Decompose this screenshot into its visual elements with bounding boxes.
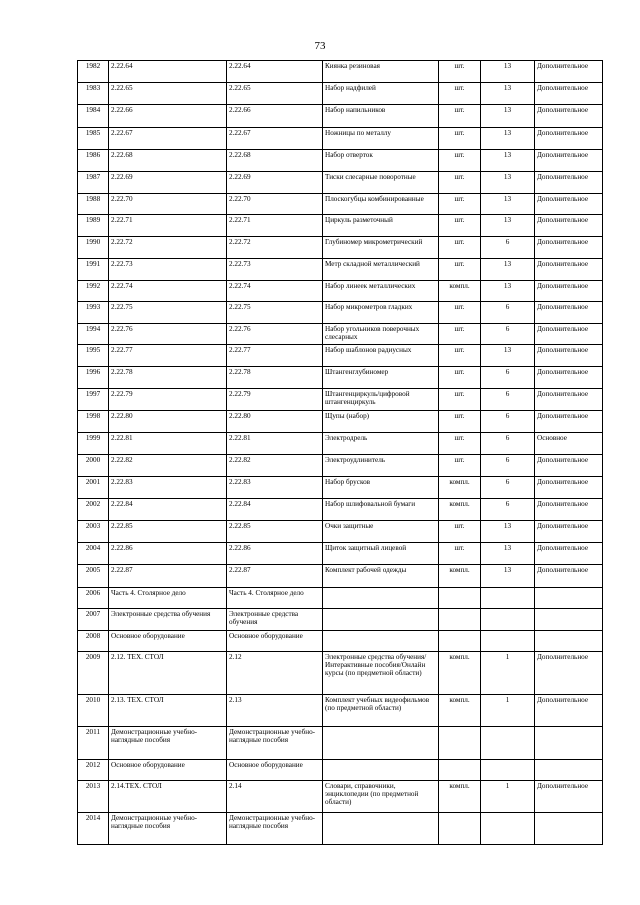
unit-cell: шт. — [439, 455, 481, 477]
unit-cell: шт. — [439, 215, 481, 237]
code2-cell: 2.22.86 — [227, 543, 323, 565]
row-number: 2004 — [78, 543, 109, 565]
name-cell: Электронные средства обучения/Интерактивные пособия/Онлайн курсы (по предметной области) — [323, 652, 439, 695]
name-cell: Плоскогубцы комбинированные — [323, 193, 439, 215]
table-row — [78, 499, 603, 521]
table-row — [78, 781, 603, 813]
code-cell: 2.22.82 — [109, 455, 227, 477]
code2-cell: 2.22.70 — [227, 193, 323, 215]
row-number: 1989 — [78, 215, 109, 237]
unit-cell — [439, 587, 481, 609]
row-number: 1998 — [78, 410, 109, 432]
code-cell: 2.22.74 — [109, 280, 227, 302]
type-cell: Дополнительное — [535, 410, 603, 432]
unit-cell: шт. — [439, 105, 481, 127]
table-row — [78, 759, 603, 781]
quantity-cell — [481, 813, 535, 845]
table-row — [78, 366, 603, 388]
unit-cell: шт. — [439, 323, 481, 345]
quantity-cell: 6 — [481, 455, 535, 477]
type-cell: Дополнительное — [535, 171, 603, 193]
quantity-cell: 1 — [481, 781, 535, 813]
quantity-cell: 13 — [481, 345, 535, 367]
code2-cell: 2.22.87 — [227, 565, 323, 587]
code-cell: Часть 4. Столярное дело — [109, 587, 227, 609]
name-cell: Комплект рабочей одежды — [323, 565, 439, 587]
unit-cell: компл. — [439, 477, 481, 499]
code-cell: Основное оборудование — [109, 630, 227, 652]
quantity-cell: 6 — [481, 410, 535, 432]
table-row — [78, 630, 603, 652]
name-cell: Набор брусков — [323, 477, 439, 499]
unit-cell: шт. — [439, 543, 481, 565]
code2-cell: 2.22.75 — [227, 302, 323, 324]
quantity-cell — [481, 609, 535, 631]
code2-cell: Демонстрационные учебно-наглядные пособия — [227, 813, 323, 845]
code2-cell: 2.22.64 — [227, 61, 323, 83]
code2-cell: 2.22.72 — [227, 237, 323, 259]
type-cell: Дополнительное — [535, 565, 603, 587]
type-cell: Дополнительное — [535, 366, 603, 388]
code-cell: 2.22.66 — [109, 105, 227, 127]
quantity-cell: 13 — [481, 127, 535, 149]
code-cell: Электронные средства обучения — [109, 609, 227, 631]
name-cell — [323, 813, 439, 845]
code-cell: 2.22.71 — [109, 215, 227, 237]
unit-cell: шт. — [439, 149, 481, 171]
type-cell: Дополнительное — [535, 499, 603, 521]
quantity-cell: 13 — [481, 543, 535, 565]
code2-cell: 2.22.79 — [227, 389, 323, 411]
type-cell: Дополнительное — [535, 389, 603, 411]
type-cell: Дополнительное — [535, 477, 603, 499]
name-cell — [323, 759, 439, 781]
unit-cell: шт. — [439, 127, 481, 149]
row-number: 1982 — [78, 61, 109, 83]
unit-cell: шт. — [439, 345, 481, 367]
table-row — [78, 345, 603, 367]
type-cell: Дополнительное — [535, 521, 603, 543]
row-number: 1997 — [78, 389, 109, 411]
code-cell: 2.14.ТЕХ. СТОЛ — [109, 781, 227, 813]
quantity-cell: 1 — [481, 695, 535, 727]
name-cell: Штангенглубиномер — [323, 366, 439, 388]
quantity-cell: 13 — [481, 521, 535, 543]
row-number: 1992 — [78, 280, 109, 302]
unit-cell — [439, 813, 481, 845]
type-cell: Дополнительное — [535, 302, 603, 324]
code2-cell: 2.22.84 — [227, 499, 323, 521]
row-number: 2003 — [78, 521, 109, 543]
type-cell: Дополнительное — [535, 345, 603, 367]
name-cell: Киянка резиновая — [323, 61, 439, 83]
table-row — [78, 61, 603, 83]
name-cell: Комплект учебных видеофильмов (по предметной области) — [323, 695, 439, 727]
type-cell: Дополнительное — [535, 323, 603, 345]
name-cell: Очки защитные — [323, 521, 439, 543]
code2-cell: 2.22.76 — [227, 323, 323, 345]
unit-cell: шт. — [439, 237, 481, 259]
quantity-cell — [481, 587, 535, 609]
name-cell: Набор отверток — [323, 149, 439, 171]
quantity-cell: 13 — [481, 215, 535, 237]
table-row — [78, 323, 603, 345]
table-row — [78, 193, 603, 215]
row-number: 2010 — [78, 695, 109, 727]
unit-cell — [439, 630, 481, 652]
type-cell — [535, 727, 603, 759]
row-number: 2011 — [78, 727, 109, 759]
unit-cell: шт. — [439, 61, 481, 83]
type-cell: Дополнительное — [535, 280, 603, 302]
quantity-cell: 13 — [481, 61, 535, 83]
table-row — [78, 127, 603, 149]
code-cell: 2.22.69 — [109, 171, 227, 193]
name-cell: Щупы (набор) — [323, 410, 439, 432]
table-row — [78, 258, 603, 280]
type-cell — [535, 587, 603, 609]
row-number: 1988 — [78, 193, 109, 215]
code2-cell: 2.22.74 — [227, 280, 323, 302]
table-row — [78, 410, 603, 432]
type-cell: Дополнительное — [535, 652, 603, 695]
code-cell: 2.22.72 — [109, 237, 227, 259]
code2-cell: Часть 4. Столярное дело — [227, 587, 323, 609]
row-number: 1999 — [78, 432, 109, 454]
code2-cell: 2.22.81 — [227, 432, 323, 454]
quantity-cell: 6 — [481, 477, 535, 499]
type-cell: Дополнительное — [535, 781, 603, 813]
name-cell — [323, 609, 439, 631]
code-cell: 2.12. ТЕХ. СТОЛ — [109, 652, 227, 695]
unit-cell: шт. — [439, 258, 481, 280]
name-cell — [323, 630, 439, 652]
quantity-cell: 6 — [481, 302, 535, 324]
type-cell: Дополнительное — [535, 237, 603, 259]
code2-cell: 2.22.83 — [227, 477, 323, 499]
row-number: 1993 — [78, 302, 109, 324]
code-cell: 2.22.87 — [109, 565, 227, 587]
code-cell: 2.13. ТЕХ. СТОЛ — [109, 695, 227, 727]
code-cell: Демонстрационные учебно-наглядные пособия — [109, 813, 227, 845]
code2-cell: Основное оборудование — [227, 759, 323, 781]
code2-cell: 2.22.73 — [227, 258, 323, 280]
table-row — [78, 609, 603, 631]
unit-cell: шт. — [439, 366, 481, 388]
unit-cell: шт. — [439, 193, 481, 215]
row-number: 2008 — [78, 630, 109, 652]
code2-cell: Демонстрационные учебно-наглядные пособия — [227, 727, 323, 759]
unit-cell: компл. — [439, 280, 481, 302]
code-cell: 2.22.76 — [109, 323, 227, 345]
code2-cell: 2.22.68 — [227, 149, 323, 171]
unit-cell — [439, 759, 481, 781]
table-row — [78, 83, 603, 105]
type-cell: Дополнительное — [535, 193, 603, 215]
quantity-cell: 13 — [481, 149, 535, 171]
code-cell: 2.22.75 — [109, 302, 227, 324]
table-row — [78, 171, 603, 193]
table-row — [78, 302, 603, 324]
table-row — [78, 237, 603, 259]
row-number: 1995 — [78, 345, 109, 367]
unit-cell — [439, 727, 481, 759]
unit-cell — [439, 609, 481, 631]
quantity-cell — [481, 727, 535, 759]
code2-cell: 2.13 — [227, 695, 323, 727]
name-cell: Штангенциркуль/цифровой штангенциркуль — [323, 389, 439, 411]
table-row — [78, 652, 603, 695]
code2-cell: 2.22.80 — [227, 410, 323, 432]
table-row — [78, 695, 603, 727]
code-cell: 2.22.67 — [109, 127, 227, 149]
code2-cell: 2.22.77 — [227, 345, 323, 367]
type-cell: Дополнительное — [535, 127, 603, 149]
page-number: 73 — [314, 40, 326, 52]
type-cell: Дополнительное — [535, 61, 603, 83]
table-row — [78, 105, 603, 127]
name-cell: Словари, справочники, энциклопедии (по предметной области) — [323, 781, 439, 813]
name-cell: Глубиномер микрометрический — [323, 237, 439, 259]
name-cell: Ножницы по металлу — [323, 127, 439, 149]
row-number: 1994 — [78, 323, 109, 345]
code-cell: Демонстрационные учебно-наглядные пособия — [109, 727, 227, 759]
table-row — [78, 813, 603, 845]
table-row — [78, 455, 603, 477]
quantity-cell — [481, 759, 535, 781]
unit-cell: шт. — [439, 389, 481, 411]
quantity-cell: 13 — [481, 171, 535, 193]
type-cell: Дополнительное — [535, 258, 603, 280]
row-number: 2009 — [78, 652, 109, 695]
name-cell: Набор надфилей — [323, 83, 439, 105]
code2-cell: 2.22.69 — [227, 171, 323, 193]
unit-cell: шт. — [439, 302, 481, 324]
code-cell: 2.22.86 — [109, 543, 227, 565]
code-cell: 2.22.80 — [109, 410, 227, 432]
table-row — [78, 587, 603, 609]
type-cell: Дополнительное — [535, 543, 603, 565]
row-number: 2000 — [78, 455, 109, 477]
unit-cell: шт. — [439, 171, 481, 193]
row-number: 2012 — [78, 759, 109, 781]
quantity-cell: 1 — [481, 652, 535, 695]
code2-cell: Электронные средства обучения — [227, 609, 323, 631]
code-cell: 2.22.68 — [109, 149, 227, 171]
row-number: 1987 — [78, 171, 109, 193]
quantity-cell: 13 — [481, 565, 535, 587]
name-cell: Электроудлинитель — [323, 455, 439, 477]
table-row — [78, 565, 603, 587]
row-number: 2002 — [78, 499, 109, 521]
type-cell: Дополнительное — [535, 83, 603, 105]
name-cell: Набор линеек металлических — [323, 280, 439, 302]
quantity-cell: 6 — [481, 499, 535, 521]
row-number: 1985 — [78, 127, 109, 149]
unit-cell: шт. — [439, 410, 481, 432]
code-cell: 2.22.79 — [109, 389, 227, 411]
row-number: 1986 — [78, 149, 109, 171]
name-cell: Тиски слесарные поворотные — [323, 171, 439, 193]
code-cell: 2.22.84 — [109, 499, 227, 521]
type-cell — [535, 609, 603, 631]
table-row — [78, 432, 603, 454]
type-cell: Дополнительное — [535, 695, 603, 727]
type-cell: Дополнительное — [535, 149, 603, 171]
code2-cell: 2.12 — [227, 652, 323, 695]
code-cell: 2.22.78 — [109, 366, 227, 388]
row-number: 1991 — [78, 258, 109, 280]
quantity-cell: 6 — [481, 366, 535, 388]
quantity-cell: 13 — [481, 193, 535, 215]
code-cell: 2.22.73 — [109, 258, 227, 280]
quantity-cell: 13 — [481, 258, 535, 280]
unit-cell: компл. — [439, 499, 481, 521]
table-row — [78, 727, 603, 759]
name-cell: Щиток защитный лицевой — [323, 543, 439, 565]
code2-cell: Основное оборудование — [227, 630, 323, 652]
type-cell: Дополнительное — [535, 105, 603, 127]
code-cell: 2.22.64 — [109, 61, 227, 83]
code2-cell: 2.22.67 — [227, 127, 323, 149]
type-cell — [535, 813, 603, 845]
quantity-cell: 13 — [481, 83, 535, 105]
unit-cell: шт. — [439, 521, 481, 543]
code2-cell: 2.22.71 — [227, 215, 323, 237]
code-cell: Основное оборудование — [109, 759, 227, 781]
quantity-cell — [481, 630, 535, 652]
quantity-cell: 6 — [481, 323, 535, 345]
name-cell: Циркуль разметочный — [323, 215, 439, 237]
unit-cell: шт. — [439, 83, 481, 105]
row-number: 2007 — [78, 609, 109, 631]
code-cell: 2.22.77 — [109, 345, 227, 367]
row-number: 2013 — [78, 781, 109, 813]
quantity-cell: 13 — [481, 280, 535, 302]
table-row — [78, 543, 603, 565]
row-number: 2005 — [78, 565, 109, 587]
unit-cell: компл. — [439, 565, 481, 587]
type-cell: Дополнительное — [535, 455, 603, 477]
type-cell: Основное — [535, 432, 603, 454]
row-number: 2006 — [78, 587, 109, 609]
quantity-cell: 6 — [481, 389, 535, 411]
unit-cell: шт. — [439, 432, 481, 454]
code-cell: 2.22.70 — [109, 193, 227, 215]
code-cell: 2.22.81 — [109, 432, 227, 454]
name-cell: Электродрель — [323, 432, 439, 454]
unit-cell: компл. — [439, 652, 481, 695]
table-row — [78, 280, 603, 302]
name-cell: Набор угольников поверочных слесарных — [323, 323, 439, 345]
row-number: 2001 — [78, 477, 109, 499]
row-number: 1990 — [78, 237, 109, 259]
code2-cell: 2.22.66 — [227, 105, 323, 127]
code2-cell: 2.22.65 — [227, 83, 323, 105]
unit-cell: компл. — [439, 695, 481, 727]
table-row — [78, 521, 603, 543]
table-row — [78, 389, 603, 411]
name-cell: Набор шлифовальной бумаги — [323, 499, 439, 521]
quantity-cell: 6 — [481, 432, 535, 454]
equipment-table — [77, 60, 603, 845]
code2-cell: 2.22.85 — [227, 521, 323, 543]
code-cell: 2.22.85 — [109, 521, 227, 543]
type-cell — [535, 759, 603, 781]
name-cell: Набор микрометров гладких — [323, 302, 439, 324]
name-cell — [323, 727, 439, 759]
name-cell — [323, 587, 439, 609]
row-number: 1983 — [78, 83, 109, 105]
code2-cell: 2.22.82 — [227, 455, 323, 477]
table-row — [78, 149, 603, 171]
quantity-cell: 13 — [481, 105, 535, 127]
code-cell: 2.22.65 — [109, 83, 227, 105]
row-number: 2014 — [78, 813, 109, 845]
code-cell: 2.22.83 — [109, 477, 227, 499]
name-cell: Набор напильников — [323, 105, 439, 127]
table-row — [78, 215, 603, 237]
name-cell: Метр складной металлический — [323, 258, 439, 280]
code2-cell: 2.22.78 — [227, 366, 323, 388]
row-number: 1996 — [78, 366, 109, 388]
quantity-cell: 6 — [481, 237, 535, 259]
type-cell: Дополнительное — [535, 215, 603, 237]
code2-cell: 2.14 — [227, 781, 323, 813]
name-cell: Набор шаблонов радиусных — [323, 345, 439, 367]
table-row — [78, 477, 603, 499]
type-cell — [535, 630, 603, 652]
row-number: 1984 — [78, 105, 109, 127]
unit-cell: компл. — [439, 781, 481, 813]
